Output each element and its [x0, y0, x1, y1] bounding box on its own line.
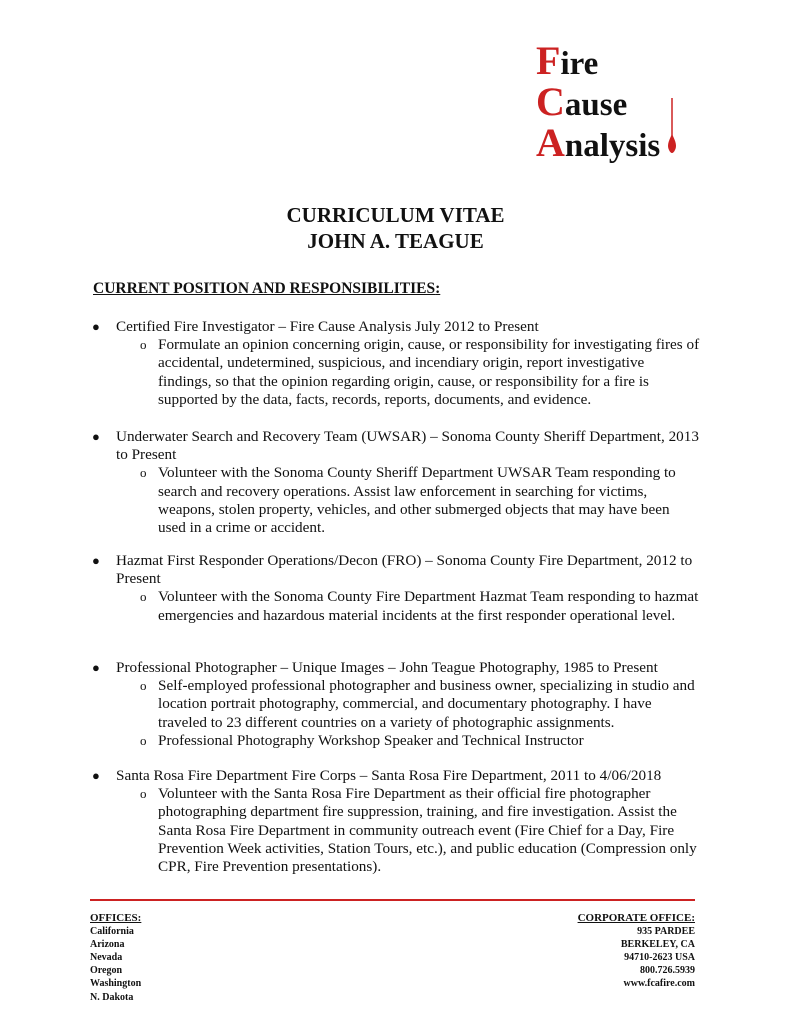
sub-bullet-icon: o — [140, 465, 147, 481]
entry-detail — [90, 464, 700, 537]
document-title: CURRICULUM VITAE — [286, 203, 505, 227]
entry-photographer — [90, 659, 700, 750]
entry-detail-text: Professional Photography Workshop Speaker and Technical Instructor — [158, 731, 584, 749]
bullet-icon: ● — [92, 660, 100, 675]
footer-divider — [90, 899, 695, 901]
entry-title: Underwater Search and Recovery Team (UWSAR) – Sonoma County Sheriff Department, 2013 to Present — [116, 428, 699, 464]
corporate-heading: CORPORATE OFFICE: — [577, 912, 695, 924]
entry-detail — [90, 677, 700, 732]
logo-rest-cause: ause — [564, 87, 628, 123]
bullet-icon: ● — [92, 429, 100, 444]
corporate-office — [578, 912, 695, 991]
office-item: California — [90, 926, 134, 938]
sub-bullet-icon: o — [140, 589, 147, 605]
logo-rest-fire: ire — [560, 46, 599, 82]
bullet-icon: ● — [92, 319, 100, 334]
bullet-icon: ● — [92, 553, 100, 568]
entry-detail-text: Volunteer with the Sonoma County Sheriff Department UWSAR Team responding to search and recovery operations. Assist law enforcement in searching for victims, weapons, stolen property, vehicles, and other submerged objects that may have been used in a crime or accident. — [158, 464, 676, 537]
entry-fire-investigator — [90, 318, 700, 409]
entry-title-row — [90, 659, 700, 677]
corporate-website-link[interactable]: www.fcafire.com — [623, 978, 695, 990]
logo-cap-a: A — [536, 120, 565, 165]
entry-detail — [90, 785, 700, 876]
office-item: Arizona — [90, 939, 125, 951]
entry-title-row — [90, 318, 700, 336]
offices-list — [90, 912, 141, 1004]
logo-rest-analysis: nalysis — [564, 128, 661, 164]
sub-bullet-icon: o — [140, 786, 147, 802]
entry-title-row — [90, 767, 700, 785]
corporate-address-zip: 94710-2623 USA — [624, 952, 695, 964]
flame-drop-icon — [665, 98, 679, 156]
office-item: Oregon — [90, 965, 123, 977]
corporate-address-street: 935 PARDEE — [637, 926, 695, 938]
offices-heading: OFFICES: — [90, 912, 142, 924]
office-item: N. Dakota — [90, 991, 134, 1003]
entry-title-row — [90, 428, 700, 464]
logo-line-analysis — [536, 120, 711, 165]
sub-bullet-icon: o — [140, 678, 147, 694]
entry-detail-text: Self-employed professional photographer and business owner, specializing in studio and location portrait photography, commercial, and documentary photography. I have traveled to 23 different countries on a variety of photographic assignments. — [158, 677, 695, 731]
entry-detail-text: Volunteer with the Sonoma County Fire Department Hazmat Team responding to hazmat emergencies and hazardous material incidents at the first responder operational level. — [158, 588, 699, 624]
company-logo — [536, 38, 711, 172]
entry-uwsar — [90, 428, 700, 537]
entry-title-row — [90, 552, 700, 588]
logo-cap-c: C — [536, 79, 565, 124]
logo-cap-f: F — [536, 38, 561, 83]
entry-detail-text: Volunteer with the Santa Rosa Fire Department as their official fire photographer photographing department fire suppression, training, and fire investigation. Assist the Santa Rosa Fire Department in community outreach event (Fire Chief for a Day, Fire Prevention Week activities, Station Tours, etc.), and public education (Compression only CPR, Fire Prevention presentations). — [158, 785, 697, 876]
entry-title: Certified Fire Investigator – Fire Cause Analysis July 2012 to Present — [116, 318, 539, 335]
bullet-icon: ● — [92, 768, 100, 783]
office-item: Nevada — [90, 952, 123, 964]
entry-fire-corps — [90, 767, 700, 876]
entry-hazmat — [90, 552, 700, 625]
entry-title: Santa Rosa Fire Department Fire Corps – Santa Rosa Fire Department, 2011 to 4/06/2018 — [116, 767, 662, 784]
corporate-address-city: BERKELEY, CA — [620, 939, 695, 951]
entry-detail — [90, 732, 700, 750]
section-heading — [93, 280, 440, 298]
logo-line-fire — [536, 38, 711, 83]
section-heading-colon: : — [435, 280, 441, 297]
entry-detail — [90, 588, 700, 624]
office-item: Washington — [90, 978, 142, 990]
corporate-phone: 800.726.5939 — [640, 965, 695, 977]
sub-bullet-icon: o — [140, 732, 147, 748]
person-name: JOHN A. TEAGUE — [307, 229, 484, 253]
entry-detail-text: Formulate an opinion concerning origin, cause, or responsibility for investigating fires of accidental, undetermined, suspicious, and incendiary origin, report investigative findings, so that the opinion regarding origin, cause, or responsibility for a fire is supported by the data, facts, records, reports, documents, and evidence. — [158, 336, 700, 408]
entry-title: Professional Photographer – Unique Images – John Teague Photography, 1985 to Present — [116, 659, 658, 676]
logo-line-cause — [536, 79, 711, 124]
entry-title: Hazmat First Responder Operations/Decon (FRO) – Sonoma County Fire Department, 2012 to Present — [116, 552, 693, 588]
entry-detail — [90, 336, 700, 409]
sub-bullet-icon: o — [140, 337, 147, 353]
section-heading-text: CURRENT POSITION AND RESPONSIBILITIES — [93, 280, 436, 297]
